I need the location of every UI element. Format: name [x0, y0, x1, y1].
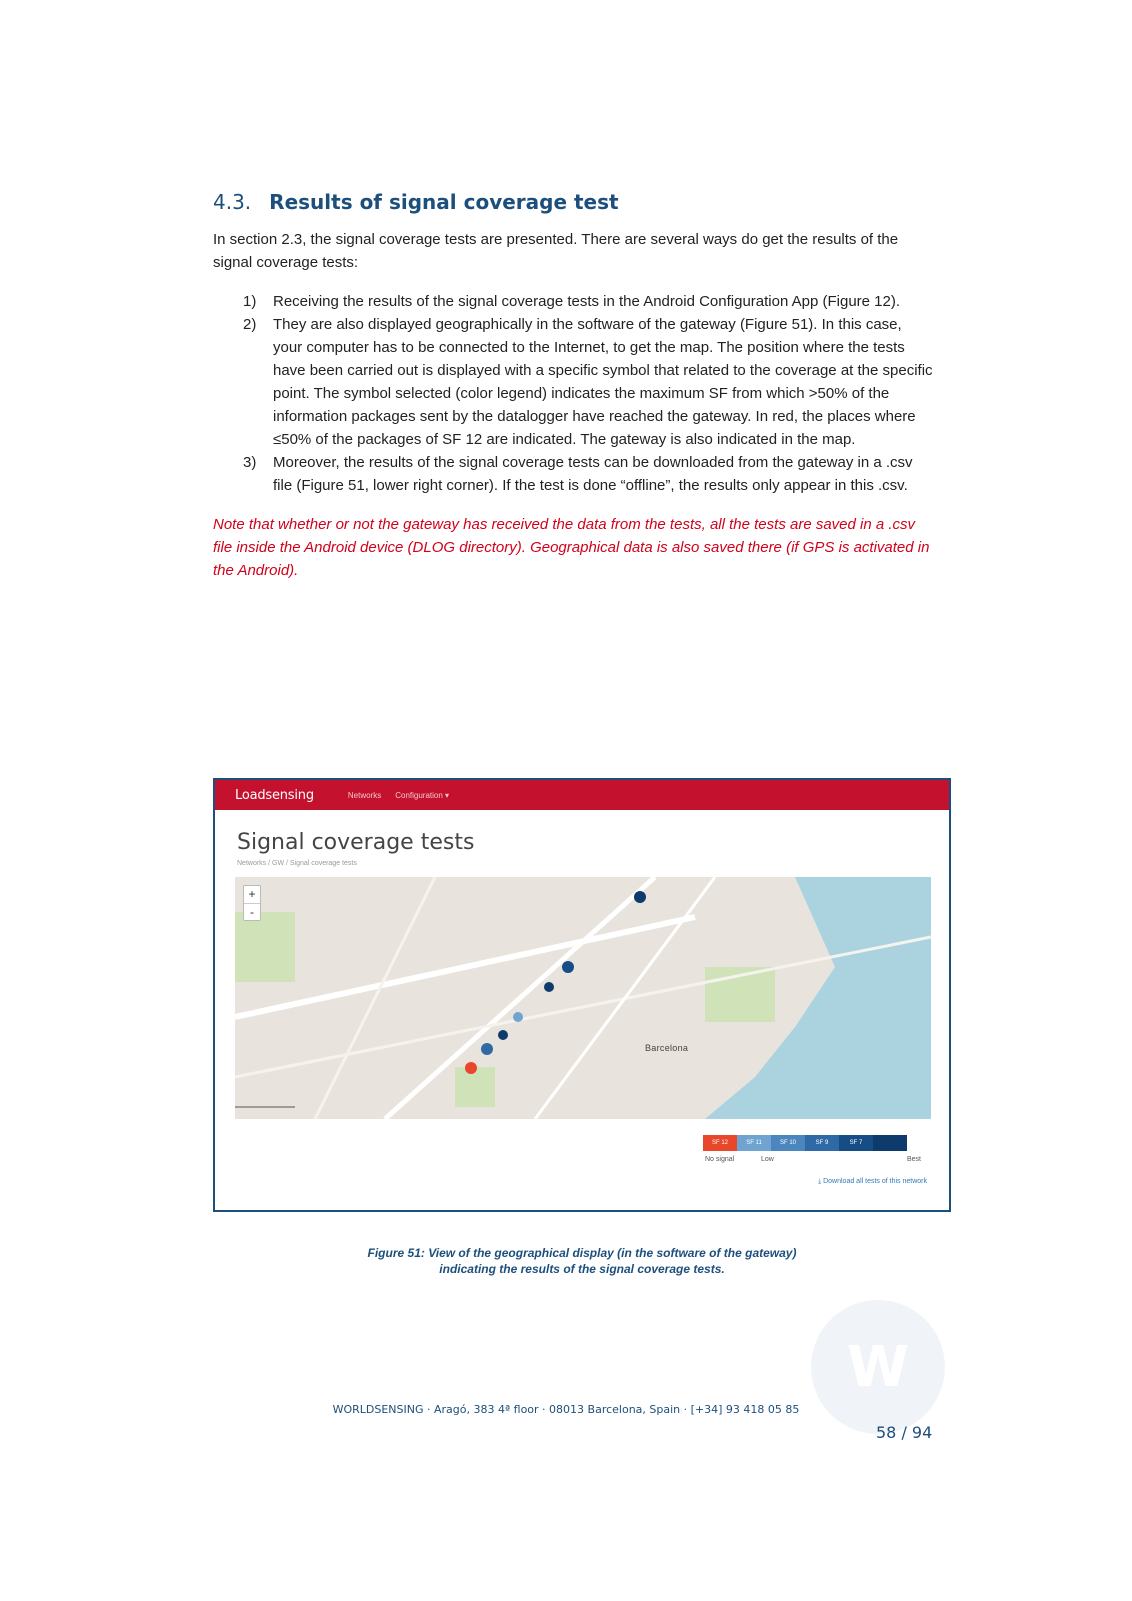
- legend-swatch: SF 10: [771, 1135, 805, 1151]
- legend-label-low: Low: [761, 1156, 774, 1163]
- list-item-text: Receiving the results of the signal coverage tests in the Android Configuration App (Figure 12).: [273, 293, 901, 310]
- list-item-text: They are also displayed geographically in the software of the gateway (Figure 51). In this case, your computer has to be connected to the Internet, to get the map. The position where the tests have been carried out is displayed with a specific symbol that related to the coverage at the specific point. The symbol selected (color legend) indicates the maximum SF from which >50% of the information packages sent by the datalogger have reached the gateway. In red, the places where ≤50% of the packages of SF 12 are indicated. The gateway is also indicated in the map.: [273, 316, 933, 448]
- coverage-legend: [703, 1135, 907, 1151]
- legend-label-no-signal: No signal: [705, 1156, 735, 1163]
- watermark-letter: W: [847, 1334, 909, 1400]
- list-marker: 1): [243, 293, 257, 310]
- app-logo: Loadsensing: [235, 787, 314, 803]
- list-item: [213, 290, 933, 313]
- list-item-text: Moreover, the results of the signal coverage tests can be downloaded from the gateway in a .csv file (Figure 51, lower right corner). If the test is done “offline”, the results only appear in this .csv.: [273, 454, 913, 494]
- map-city-label: Barcelona: [645, 1043, 689, 1053]
- caption-line: Figure 51: View of the geographical display (in the software of the gateway): [367, 1246, 797, 1260]
- list-marker: 3): [243, 454, 257, 471]
- caption-line: indicating the results of the signal coverage tests.: [439, 1262, 725, 1276]
- map-park: [235, 912, 295, 982]
- legend-swatch: SF 11: [737, 1135, 771, 1151]
- figure-screenshot: [213, 778, 951, 1212]
- breadcrumb: Networks / GW / Signal coverage tests: [237, 860, 357, 867]
- page-footer: WORLDSENSING · Aragó, 383 4ª floor · 08013 Barcelona, Spain · [+34] 93 418 05 85: [332, 1403, 800, 1416]
- section-heading: [213, 190, 933, 214]
- test-point-marker[interactable]: [481, 1043, 493, 1055]
- app-header: [215, 780, 949, 810]
- map-canvas: [235, 877, 931, 1119]
- app-nav: [348, 791, 449, 800]
- page-content: [213, 190, 933, 582]
- download-icon: ⤓: [818, 1178, 824, 1185]
- test-point-marker[interactable]: [562, 961, 574, 973]
- steps-list: [213, 290, 933, 497]
- section-title: Results of signal coverage test: [269, 190, 619, 214]
- list-item: [213, 313, 933, 451]
- download-csv-link[interactable]: [818, 1178, 927, 1186]
- list-marker: 2): [243, 316, 257, 333]
- list-item: [213, 451, 933, 497]
- figure-caption: [213, 1245, 951, 1277]
- download-label: Download all tests of this network: [823, 1178, 927, 1185]
- zoom-out-button[interactable]: -: [250, 905, 254, 919]
- coverage-map[interactable]: [235, 877, 931, 1119]
- legend-swatch: SF 7: [839, 1135, 873, 1151]
- app-page-title: Signal coverage tests: [237, 830, 475, 855]
- test-point-marker[interactable]: [634, 891, 646, 903]
- legend-swatch: SF 12: [703, 1135, 737, 1151]
- map-park: [455, 1067, 495, 1107]
- zoom-control: [243, 885, 261, 921]
- test-point-marker[interactable]: [513, 1012, 523, 1022]
- section-number: 4.3.: [213, 190, 252, 214]
- test-point-marker[interactable]: [465, 1062, 477, 1074]
- test-point-marker[interactable]: [498, 1030, 508, 1040]
- page-number: 58 / 94: [876, 1423, 933, 1442]
- legend-swatch: SF 9: [805, 1135, 839, 1151]
- nav-configuration[interactable]: Configuration ▾: [395, 790, 450, 800]
- zoom-in-button[interactable]: +: [244, 886, 260, 904]
- legend-swatch: [873, 1135, 907, 1151]
- nav-networks[interactable]: Networks: [347, 790, 382, 800]
- test-point-marker[interactable]: [544, 982, 554, 992]
- note-paragraph: Note that whether or not the gateway has received the data from the tests, all the tests are saved in a .csv file inside the Android device (DLOG directory). Geographical data is also saved there (if GPS is activated in the Android).: [213, 516, 930, 579]
- intro-paragraph: In section 2.3, the signal coverage tests are presented. There are several ways do get the results of the signal coverage tests:: [213, 231, 899, 271]
- legend-label-best: Best: [906, 1156, 921, 1163]
